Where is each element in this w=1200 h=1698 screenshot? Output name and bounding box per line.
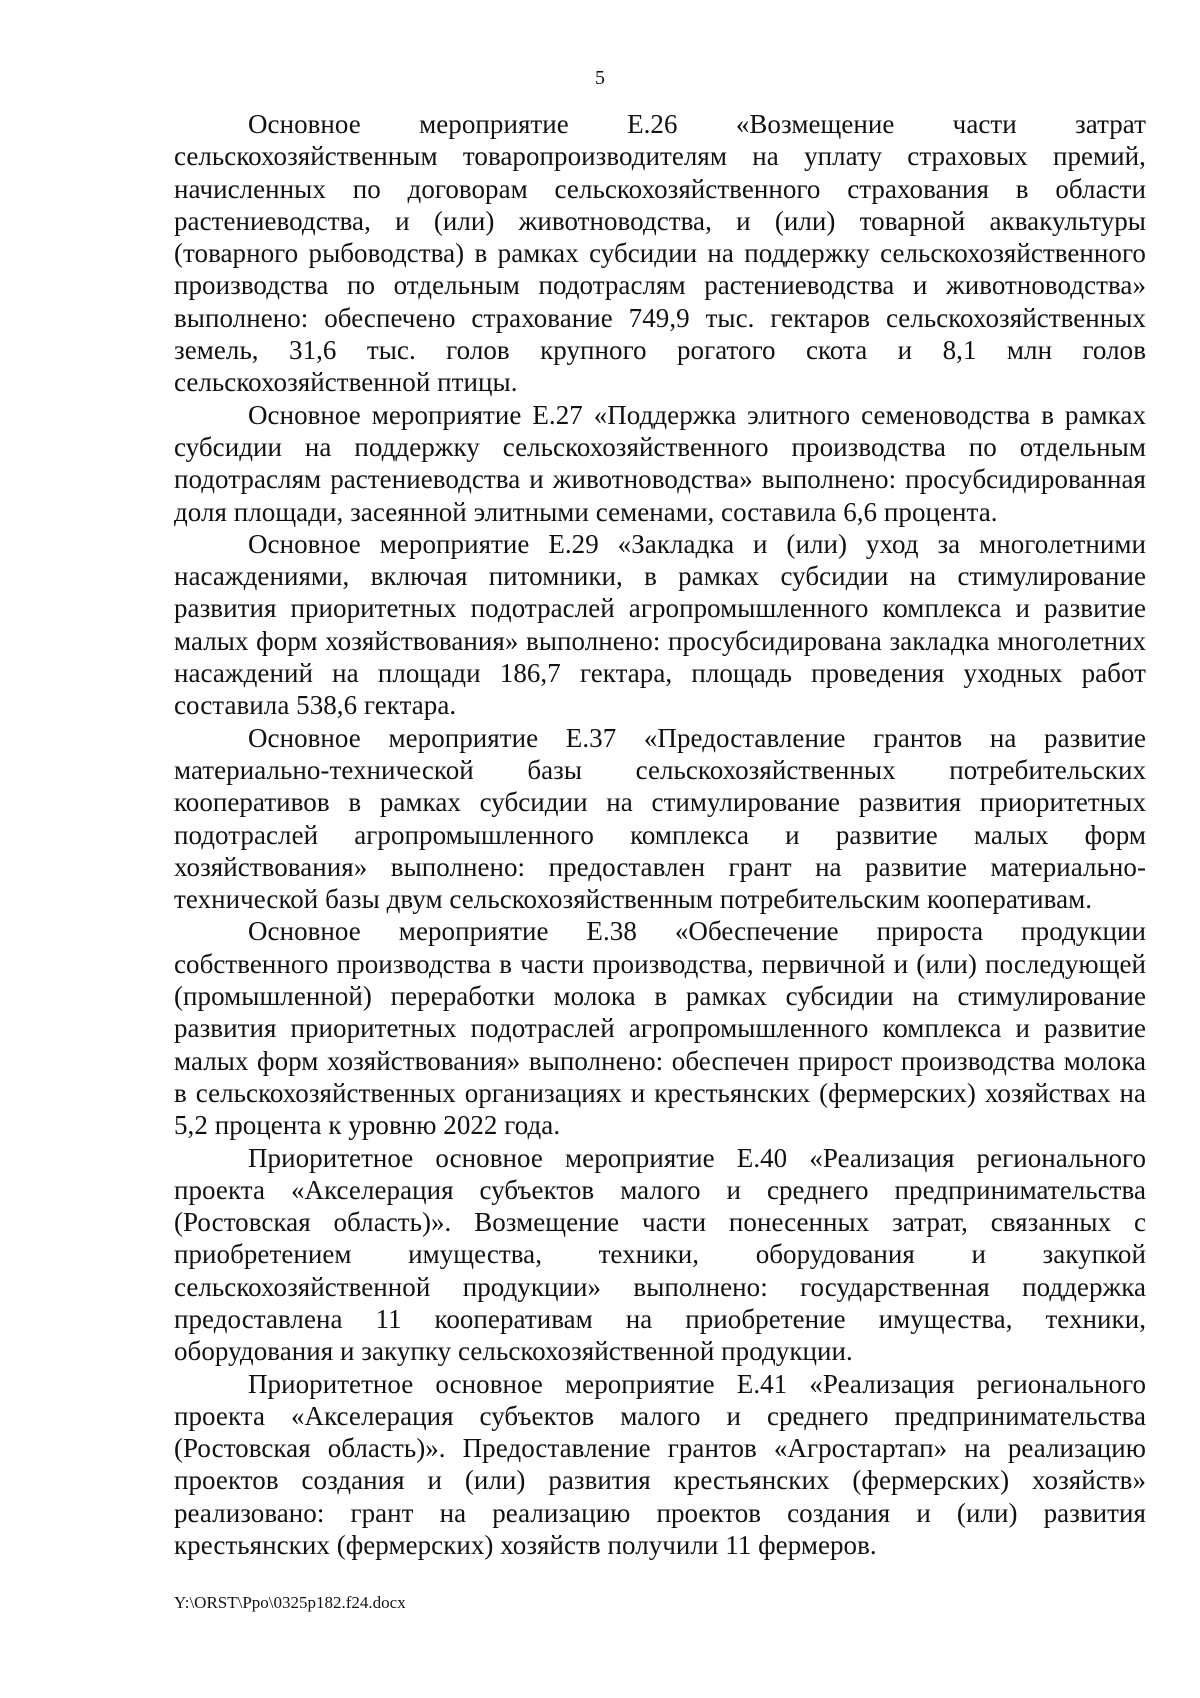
paragraph-e27: Основное мероприятие Е.27 «Поддержка элитного семеноводства в рамках субсидии на поддержку сельскохозяйственного производства по отдельным подотраслям растениеводства и животноводства» выполнено: просубсидированная доля площади, засеянной элитными семенами, составила 6,6 процента. [174,399,1146,527]
paragraph-e41: Приоритетное основное мероприятие Е.41 «Реализация регионального проекта «Акселерация субъектов малого и среднего предпринимательства (Ростовская область)». Предоставление грантов «Агростартап» на реализацию проектов создания и (или) развития крестьянских (фермерских) хозяйств» реализовано: грант на реализацию проектов создания и (или) развития крестьянских (фермерских) хозяйств получили 11 фермеров. [174,1368,1146,1561]
page-number: 5 [595,67,605,89]
paragraph-e37: Основное мероприятие Е.37 «Предоставление грантов на развитие материально-технической базы сельскохозяйственных потребительских кооперативов в рамках субсидии на стимулирование развития приоритетных подотраслей агропромышленного комплекса и развитие малых форм хозяйствования» выполнено: предоставлен грант на развитие материально-технической базы двум сельскохозяйственным потребительским кооперативам. [174,722,1146,915]
document-body [174,108,1146,1561]
paragraph-e29: Основное мероприятие Е.29 «Закладка и (или) уход за многолетними насаждениями, включая питомники, в рамках субсидии на стимулирование развития приоритетных подотраслей агропромышленного комплекса и развитие малых форм хозяйствования» выполнено: просубсидирована закладка многолетних насаждений на площади 186,7 гектара, площадь проведения уходных работ составила 538,6 гектара. [174,528,1146,721]
footer-file-path: Y:\ORST\Ppo\0325p182.f24.docx [174,1593,406,1612]
paragraph-e38: Основное мероприятие Е.38 «Обеспечение прироста продукции собственного производства в части производства, первичной и (или) последующей (промышленной) переработки молока в рамках субсидии на стимулирование развития приоритетных подотраслей агропромышленного комплекса и развитие малых форм хозяйствования» выполнено: обеспечен прирост производства молока в сельскохозяйственных организациях и крестьянских (фермерских) хозяйствах на 5,2 процента к уровню 2022 года. [174,916,1146,1141]
paragraph-e26: Основное мероприятие Е.26 «Возмещение части затрат сельскохозяйственным товаропроизводителям на уплату страховых премий, начисленных по договорам сельскохозяйственного страхования в области растениеводства, и (или) животноводства, и (или) товарной аквакультуры (товарного рыбоводства) в рамках субсидии на поддержку сельскохозяйственного производства по отдельным подотраслям растениеводства и животноводства» выполнено: обеспечено страхование 749,9 тыс. гектаров сельскохозяйственных земель, 31,6 тыс. голов крупного рогатого скота и 8,1 млн голов сельскохозяйственной птицы. [174,109,1146,398]
paragraph-e40: Приоритетное основное мероприятие Е.40 «Реализация регионального проекта «Акселерация субъектов малого и среднего предпринимательства (Ростовская область)». Возмещение части понесенных затрат, связанных с приобретением имущества, техники, оборудования и закупкой сельскохозяйственной продукции» выполнено: государственная поддержка предоставлена 11 кооперативам на приобретение имущества, техники, оборудования и закупку сельскохозяйственной продукции. [174,1142,1146,1367]
